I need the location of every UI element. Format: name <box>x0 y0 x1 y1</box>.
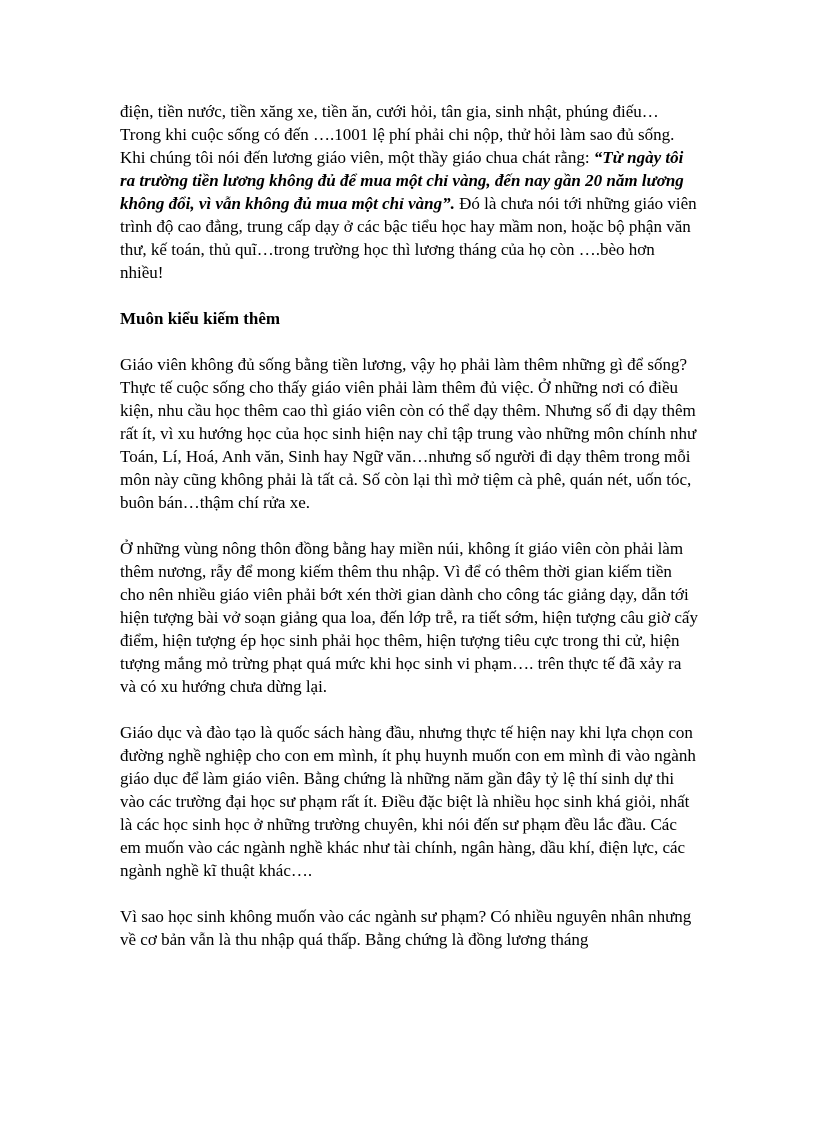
paragraph-expenses: điện, tiền nước, tiền xăng xe, tiền ăn, cưới hỏi, tân gia, sinh nhật, phúng điếu… Trong khi cuộc sống có đến ….1001 lệ phí phải chi nộp, thử hỏi làm sao đủ sống. <box>120 102 675 144</box>
section-heading: Muôn kiểu kiếm thêm <box>120 309 281 328</box>
quote-intro: Khi chúng tôi nói đến lương giáo viên, một thầy giáo chua chát rằng: <box>120 148 594 167</box>
paragraph-education-policy: Giáo dục và đào tạo là quốc sách hàng đầu, nhưng thực tế hiện nay khi lựa chọn con đường nghề nghiệp cho con em mình, ít phụ huynh muốn con em mình đi vào ngành giáo dục để làm giáo viên. Bằng chứng là những năm gần đây tỷ lệ thí sinh dự thi vào các trường đại học sư phạm rất ít. Điều đặc biệt là nhiều học sinh khá giỏi, nhất là các học sinh học ở những trường chuyên, khi nói đến sư phạm đều lắc đầu. Các em muốn vào các ngành nghề khác như tài chính, ngân hàng, dầu khí, điện lực, các ngành nghề kĩ thuật khác…. <box>120 723 696 880</box>
document-page <box>120 100 700 951</box>
paragraph-side-jobs: Giáo viên không đủ sống bằng tiền lương, vậy họ phải làm thêm những gì để sống? Thực tế cuộc sống cho thấy giáo viên phải làm thêm đủ việc. Ở những nơi có điều kiện, nhu cầu học thêm cao thì giáo viên còn có thể dạy thêm. Nhưng số đi dạy thêm rất ít, vì xu hướng học của học sinh hiện nay chỉ tập trung vào những môn chính như Toán, Lí, Hoá, Anh văn, Sinh hay Ngữ văn…nhưng số người đi dạy thêm trong mỗi môn này cũng không phải là tất cả. Số còn lại thì mở tiệm cà phê, quán nét, uốn tóc, buôn bán…thậm chí rửa xe. <box>120 355 697 512</box>
paragraph-low-income: Vì sao học sinh không muốn vào các ngành sư phạm? Có nhiều nguyên nhân nhưng về cơ bản vẫn là thu nhập quá thấp. Bằng chứng là đồng lương tháng <box>120 907 692 949</box>
quote-continuation: Đó là chưa nói tới những giáo viên trình độ cao đẳng, trung cấp dạy ở các bậc tiểu học hay mầm non, hoặc bộ phận văn thư, kế toán, thủ quĩ…trong trường học thì lương tháng của họ còn ….bèo hơn nhiều! <box>120 194 697 282</box>
teacher-quote: “Từ ngày tôi ra trường tiền lương không đủ để mua một chỉ vàng, đến nay gần 20 năm lương không đổi, vì vẫn không đủ mua một chỉ vàng”. <box>120 148 684 213</box>
paragraph-teacher-quote <box>120 146 700 284</box>
paragraph-rural-teachers: Ở những vùng nông thôn đồng bằng hay miền núi, không ít giáo viên còn phải làm thêm nương, rẫy để mong kiếm thêm thu nhập. Vì để có thêm thời gian kiếm tiền cho nên nhiều giáo viên phải bớt xén thời gian dành cho công tác giảng dạy, dẫn tới hiện tượng bài vở soạn giảng qua loa, đến lớp trễ, ra tiết sớm, hiện tượng câu giờ cấy điểm, hiện tượng ép học sinh phải học thêm, hiện tượng tiêu cực trong thi cử, hiện tượng mắng mỏ trừng phạt quá mức khi học sinh vi phạm…. trên thực tế đã xảy ra và có xu hướng chưa dừng lại. <box>120 539 698 696</box>
